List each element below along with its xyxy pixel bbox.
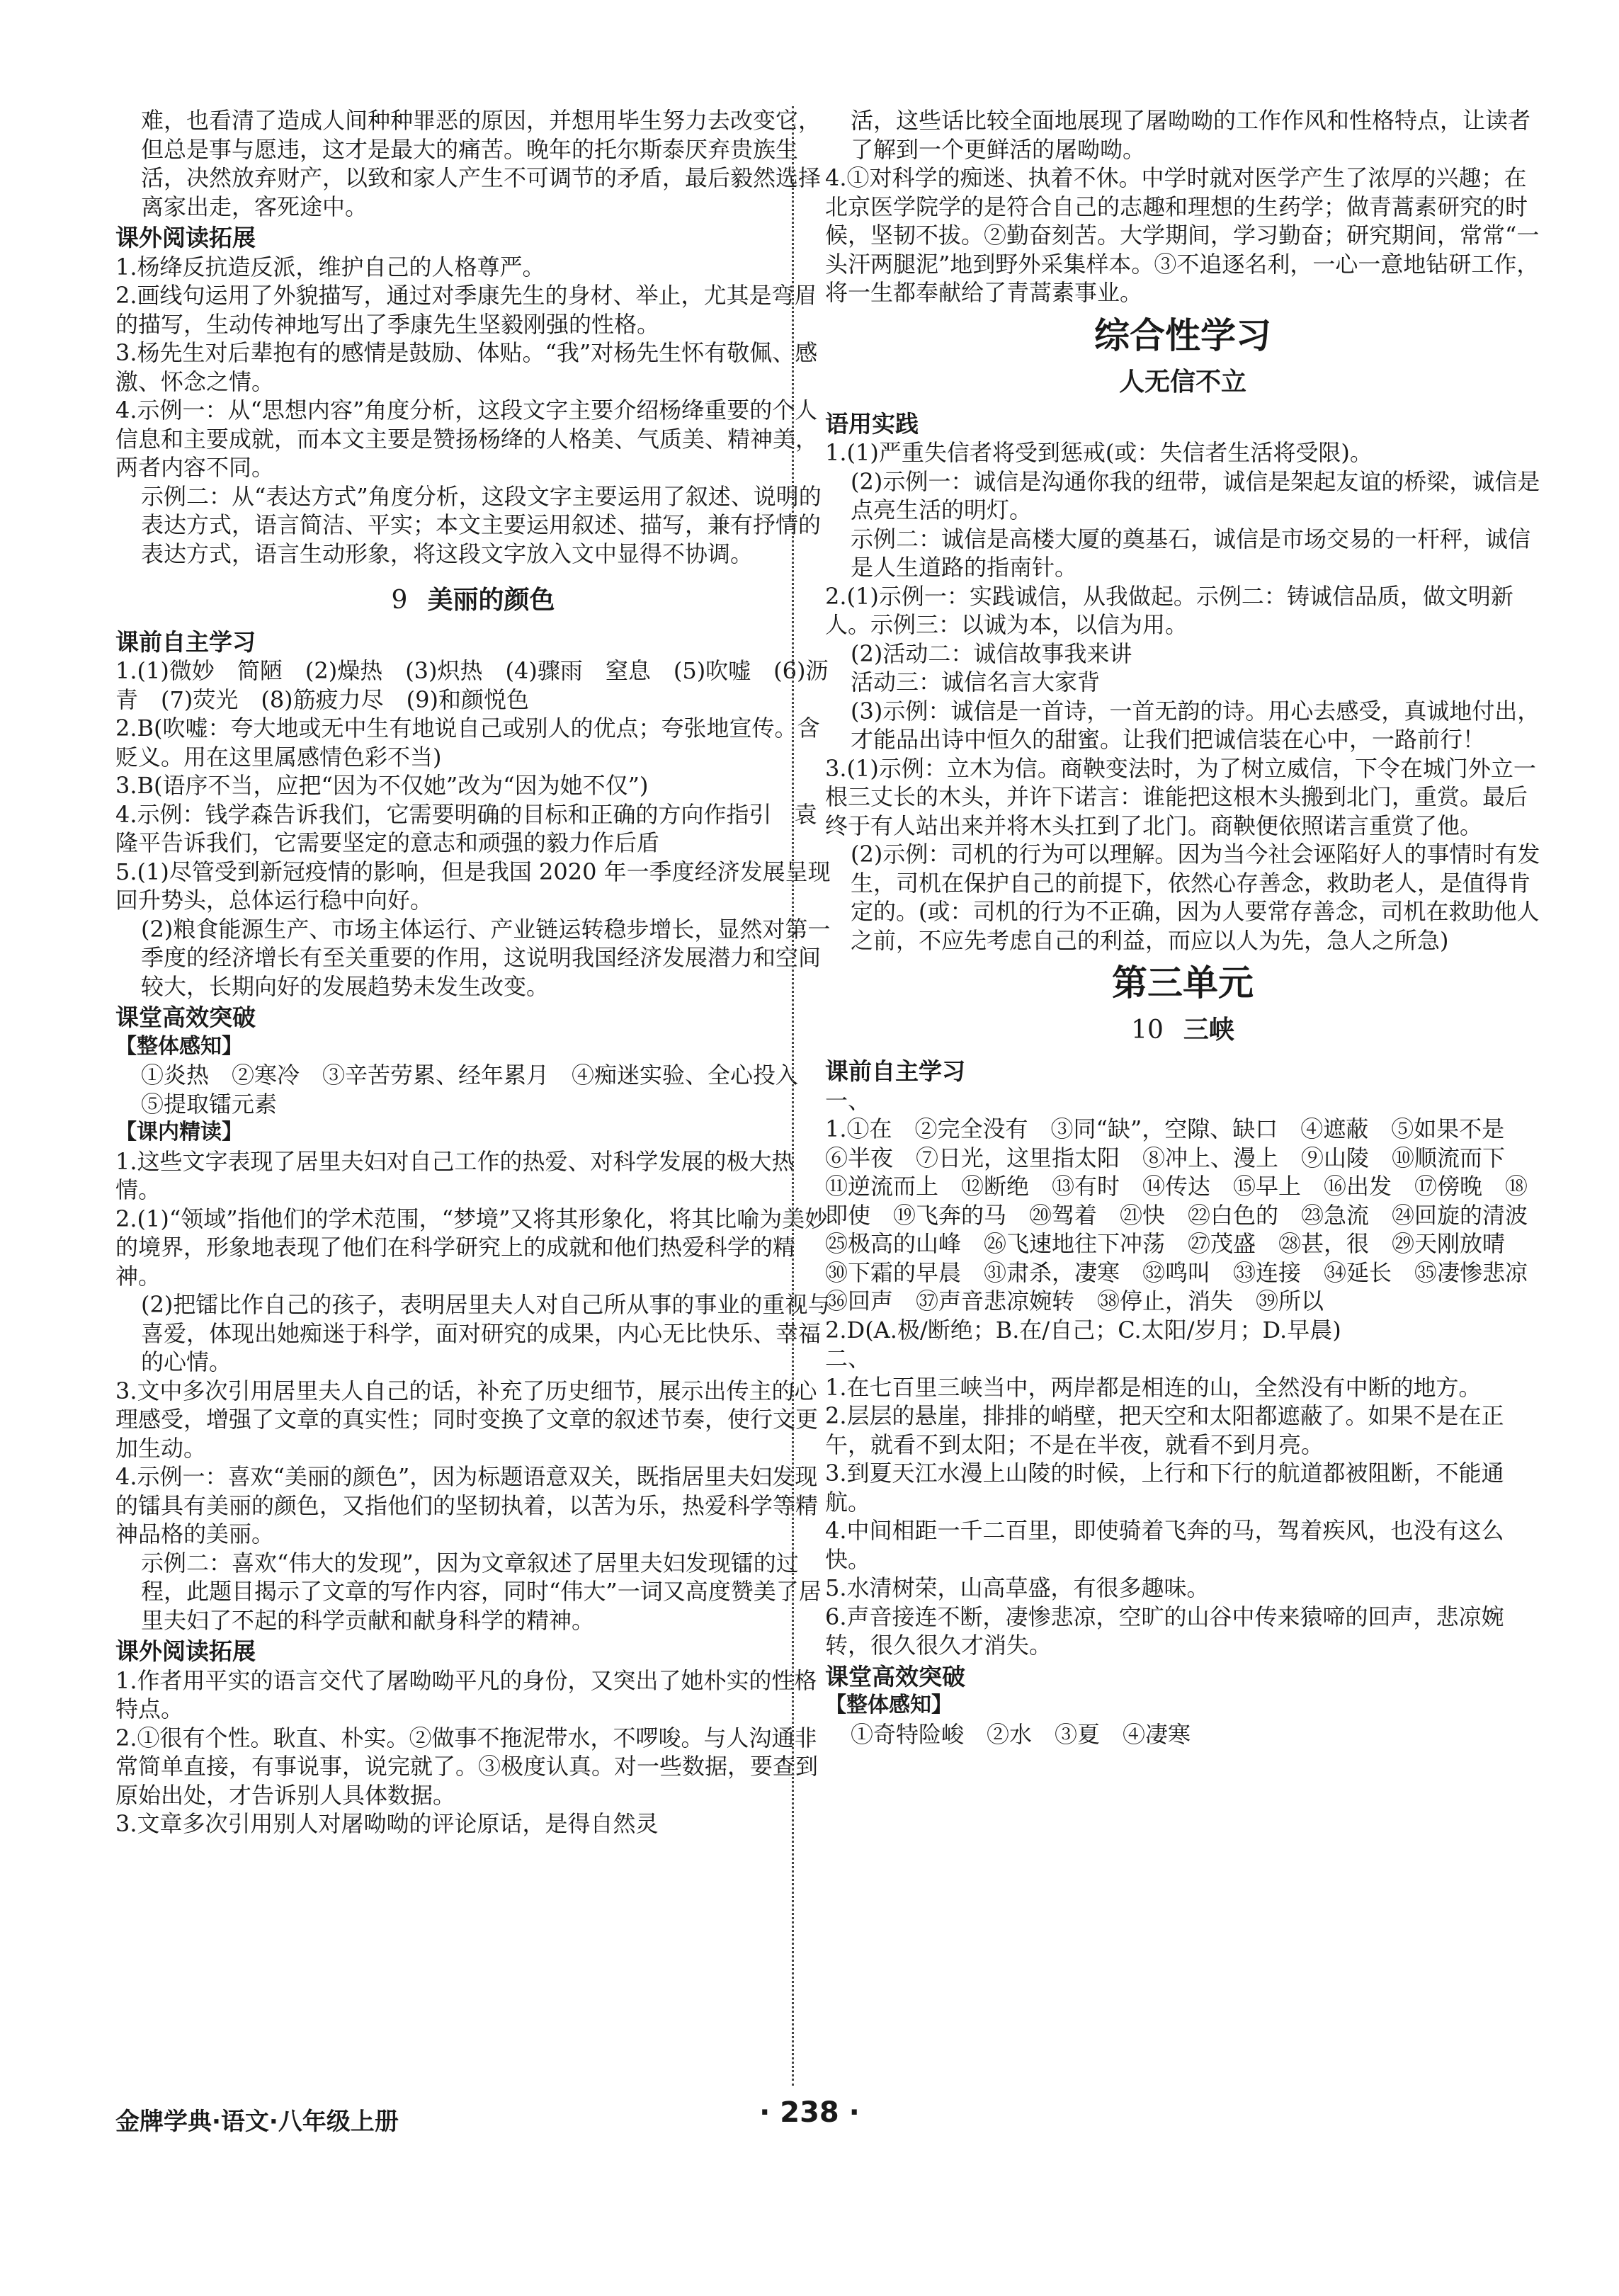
answer-item: 3.杨先生对后辈抱有的感情是鼓励、体贴。“我”对杨先生怀有敬佩、感激、怀念之情。: [115, 339, 818, 395]
answer-item: 2.画线句运用了外貌描写，通过对季康先生的身材、举止，尤其是弯眉的描写，生动传神地写出了季康先生坚毅刚强的性格。: [115, 282, 817, 338]
section-heading: 课堂高效突破: [115, 1004, 256, 1031]
answer-item: 2.B(吹嘘：夸大地或无中生有地说自己或别人的优点；夸张地宣传。含贬义。用在这里属感情色彩不当): [115, 715, 820, 771]
answer-item: ①奇特险峻 ②水 ③夏 ④凄寒: [851, 1720, 1191, 1748]
answer-item: 4.示例一：喜欢“美丽的颜色”，因为标题语意双关，既指居里夫妇发现的镭具有美丽的颜色，又指他们的坚韧执着，以苦为乐，热爱科学等精神品格的美丽。: [115, 1463, 819, 1547]
answer-item: 5.水清树荣，山高草盛，有很多趣味。: [825, 1574, 1210, 1601]
answer-item: 活动三：诚信名言大家背: [851, 669, 1101, 695]
answer-item: (2)把镭比作自己的孩子，表明居里夫人对自己所从事的事业的重视与喜爱，体现出她痴迷于科学，面对研究的成果，内心无比快乐、幸福的心情。: [141, 1291, 831, 1375]
lesson-title: [825, 1016, 1540, 1045]
section-heading: 课外阅读拓展: [115, 1637, 256, 1665]
answer-item: (2)示例一：诚信是沟通你我的纽带，诚信是架起友谊的桥梁，诚信是点亮生活的明灯。: [851, 467, 1540, 523]
column-divider: [792, 106, 794, 2086]
answer-item: (3)示例：诚信是一首诗，一首无韵的诗。用心去感受，真诚地付出，才能品出诗中恒久的甜蜜。让我们把诚信装在心中，一路前行！: [851, 697, 1540, 753]
paragraph: 活，这些话比较全面地展现了屠呦呦的工作作风和性格特点，让读者了解到一个更鲜活的屠呦呦。: [851, 107, 1531, 163]
answer-item: 3.(1)示例：立木为信。商鞅变法时，为了树立威信，下令在城门外立一根三丈长的木头，并许下诺言：谁能把这根木头搬到北门，重赏。最后终于有人站出来并将木头扛到了北门。商鞅便依照诺言重赏了他。: [825, 754, 1536, 839]
section-heading: 课前自主学习: [825, 1057, 965, 1085]
part-label: 二、: [825, 1345, 871, 1372]
answer-item: 5.(1)尽管受到新冠疫情的影响，但是我国 2020 年一季度经济发展呈现回升势头，总体运行稳中向好。: [115, 858, 831, 914]
answer-item: 1.作者用平实的语言交代了屠呦呦平凡的身份，又突出了她朴实的性格特点。: [115, 1666, 817, 1722]
answer-item: 1.这些文字表现了居里夫妇对自己工作的热爱、对科学发展的极大热情。: [115, 1147, 795, 1203]
answer-item: (2)粮食能源生产、市场主体运行、产业链运转稳步增长，显然对第一季度的经济增长有至关重要的作用，这说明我国经济发展潜力和空间较大，长期向好的发展趋势未发生改变。: [141, 915, 831, 1000]
answer-item: 3.文章多次引用别人对屠呦呦的评论原话，是得自然灵: [115, 1810, 659, 1837]
part-label: 一、: [825, 1086, 871, 1114]
section-heading: 课堂高效突破: [825, 1662, 965, 1690]
answer-item: (2)活动二：诚信故事我来讲: [851, 640, 1132, 667]
subsection-label: 【整体感知】: [825, 1693, 953, 1717]
lesson-number: 9: [391, 586, 408, 615]
answer-item: 1.(1)严重失信者将受到惩戒(或：失信者生活将受限)。: [825, 439, 1373, 466]
unit-heading: 第三单元: [1112, 962, 1254, 1004]
answer-item: 1.在七百里三峡当中，两岸都是相连的山，全然没有中断的地方。: [825, 1373, 1482, 1401]
answer-item: 4.中间相距一千二百里，即使骑着飞奔的马，驾着疾风，也没有这么快。: [825, 1517, 1504, 1573]
answer-item: 4.示例：钱学森告诉我们，它需要明确的目标和正确的方向作指引 袁隆平告诉我们，它需要坚定的意志和顽强的毅力作后盾: [115, 800, 817, 856]
answer-item: (2)示例：司机的行为可以理解。因为当今社会诬陷好人的事情时有发生，司机在保护自己的前提下，依然心存善念，救助老人，是值得肯定的。(或：司机的行为不正确，因为人要常存善念，司机在救助他人之前，不应先考虑自己的利益，而应以人为先，急人之所急): [851, 841, 1540, 954]
answer-item: 3.文中多次引用居里夫人自己的话，补充了历史细节，展示出传主的心理感受，增强了文章的真实性；同时变换了文章的叙述节奏，使行文更加生动。: [115, 1377, 819, 1462]
answer-item: 6.声音接连不断，凄惨悲凉，空旷的山谷中传来猿啼的回声，悲凉婉转，很久很久才消失。: [825, 1603, 1504, 1659]
answer-item: 示例二：从“表达方式”角度分析，这段文字主要运用了叙述、说明的表达方式，语言简洁、平实；本文主要运用叙述、描写，兼有抒情的表达方式，语言生动形象，将这段文字放入文中显得不协调。: [141, 482, 822, 567]
answer-item: 1.杨绛反抗造反派，维护自己的人格尊严。: [115, 253, 545, 280]
answer-item: 3.到夏天江水漫上山陵的时候，上行和下行的航道都被阻断，不能通航。: [825, 1460, 1504, 1516]
section-heading: 课外阅读拓展: [115, 224, 256, 251]
answer-item: 2.①很有个性。耿直、朴实。②做事不拖泥带水，不啰唆。与人沟通非常简单直接，有事说事，说完就了。③极度认真。对一些数据，要查到原始出处，才告诉别人具体数据。: [115, 1724, 819, 1809]
right-column: [825, 106, 1551, 1749]
answer-item: 4.示例一：从“思想内容”角度分析，这段文字主要介绍杨绛重要的个人信息和主要成就，而本文主要是赞扬杨绛的人格美、气质美、精神美，两者内容不同。: [115, 397, 819, 481]
lesson-number: 10: [1131, 1015, 1164, 1045]
answer-item: 2.D(A.极/断绝；B.在/自己；C.太阳/岁月；D.早晨): [825, 1316, 1341, 1343]
answer-item: 示例二：诚信是高楼大厦的奠基石，诚信是市场交易的一杆秤，诚信是人生道路的指南针。: [851, 525, 1531, 581]
answer-item: 1.(1)微妙 简陋 (2)燥热 (3)炽热 (4)骤雨 窒息 (5)吹嘘 (6)沥青 (7)荧光 (8)筋疲力尽 (9)和颜悦色: [115, 657, 829, 713]
lesson-name: 三峡: [1183, 1015, 1234, 1045]
answer-item: 示例二：喜欢“伟大的发现”，因为文章叙述了居里夫妇发现镭的过程，此题目揭示了文章的写作内容，同时“伟大”一词又高度赞美了居里夫妇了不起的科学贡献和献身科学的精神。: [141, 1549, 822, 1634]
paragraph: 难，也看清了造成人间种种罪恶的原因，并想用毕生努力去改变它，但总是事与愿违，这才是最大的痛苦。晚年的托尔斯泰厌弃贵族生活，决然放弃财产，以致和家人产生不可调节的矛盾，最后毅然选择离家出走，客死途中。: [141, 107, 822, 220]
answer-item: 2.(1)示例一：实践诚信，从我做起。示例二：铸诚信品质，做文明新人。示例三：以诚为本，以信为用。: [825, 582, 1513, 638]
answer-item: 1.①在 ②完全没有 ③同“缺”，空隙、缺口 ④遮蔽 ⑤如果不是 ⑥半夜 ⑦日光，这里指太阳 ⑧冲上、漫上 ⑨山陵 ⑩顺流而下 ⑪逆流而上 ⑫断绝 ⑬有时 ⑭传达 ⑮早上 ⑯出发 ⑰傍晚 ⑱即使 ⑲飞奔的马 ⑳驾着 ㉑快 ㉒白色的 ㉓急流 ㉔回旋的清波 ㉕极高的山峰 ㉖飞速地往下冲荡 ㉗茂盛 ㉘甚，很 ㉙天刚放晴 ㉚下霜的早晨 ㉛肃杀，凄寒 ㉜鸣叫 ㉝连接 ㉞延长 ㉟凄惨悲凉 ㊱回声 ㊲声音悲凉婉转 ㊳停止，消失 ㊴所以: [825, 1115, 1551, 1314]
answer-item: 4.①对科学的痴迷、执着不休。中学时就对医学产生了浓厚的兴趣；在北京医学院学的是符合自己的志趣和理想的生药学；做青蒿素研究的时候，坚韧不拔。②勤奋刻苦。大学期间，学习勤奋；研究期间，常常“一头汗两腿泥”地到野外采集样本。③不追逐名利，一心一意地钻研工作，将一生都奉献给了青蒿素事业。: [825, 164, 1540, 306]
book-title: 金牌学典·语文·八年级上册: [115, 2108, 399, 2136]
page-number: · 238 ·: [759, 2096, 860, 2129]
lesson-title: [115, 586, 831, 615]
section-heading: 课前自主学习: [115, 627, 256, 656]
unit-heading: 综合性学习: [1094, 314, 1271, 356]
answer-item: 3.B(语序不当，应把“因为不仅她”改为“因为她不仅”): [115, 772, 649, 799]
left-column: [115, 106, 831, 1838]
subsection-label: 【整体感知】: [115, 1033, 243, 1059]
answer-item: 2.(1)“领域”指他们的学术范围，“梦境”又将其形象化，将其比喻为美妙的境界，形象地表现了他们在科学研究上的成就和他们热爱科学的精神。: [115, 1205, 828, 1290]
lesson-title: 人无信不立: [1118, 368, 1246, 397]
lesson-name: 美丽的颜色: [427, 586, 555, 615]
subsection-label: 【课内精读】: [115, 1120, 243, 1144]
answer-item: 2.层层的悬崖，排排的峭壁，把天空和太阳都遮蔽了。如果不是在正午，就看不到太阳；不是在半夜，就看不到月亮。: [825, 1402, 1504, 1458]
section-heading: 语用实践: [825, 409, 919, 438]
answer-item: ①炎热 ②寒冷 ③辛苦劳累、经年累月 ④痴迷实验、全心投入 ⑤提取镭元素: [141, 1062, 822, 1118]
